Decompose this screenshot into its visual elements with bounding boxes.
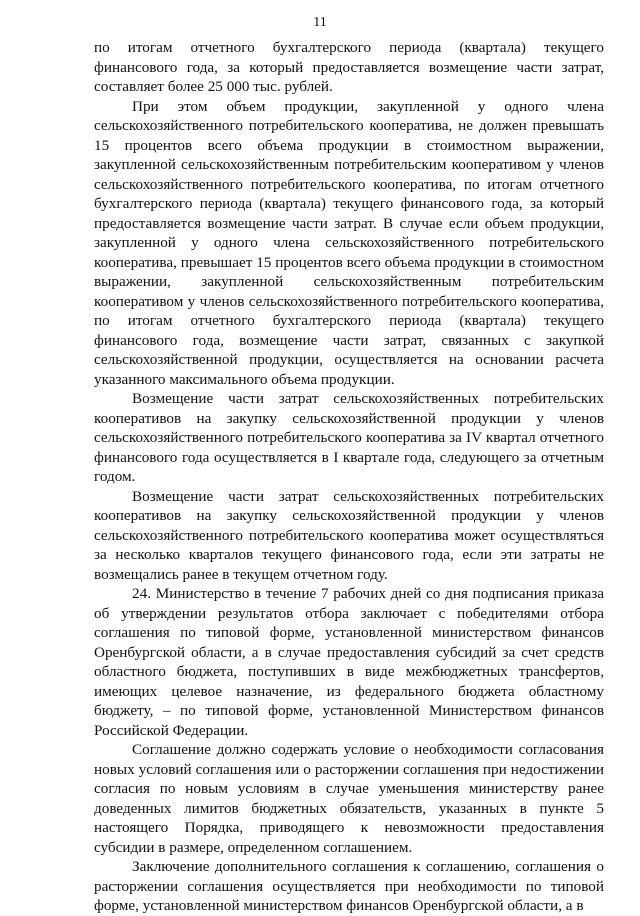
paragraph-continuation: по итогам отчетного бухгалтерского периода (квартала) текущего финансового года, за который предоставляется возмещение части затрат, составляет более 25 000 тыс. рублей.: [94, 39, 604, 95]
paragraph-item-24: 24. Министерство в течение 7 рабочих дней со дня подписания приказа об утверждении результатов отбора заключает с победителями отбора соглашения по типовой форме, установленной министерством финансов Оренбургской области, а в случае предоставления субсидий за счет средств областного бюджета, поступивших в виде межбюджетных трансфертов, имеющих целевое назначение, из федерального бюджета областному бюджету, – по типовой форме, установленной Министерством финансов Российской Федерации.: [94, 585, 604, 739]
paragraph-q4-reimbursement: Возмещение части затрат сельскохозяйственных потребительских кооперативов на закупку сельскохозяйственной продукции у членов сельскохозяйственного потребительского кооператива за IV квартал отчетного финансового года осуществляется в I квартале года, следующего за отчетным годом.: [94, 390, 604, 485]
paragraph-agreement-conditions: Соглашение должно содержать условие о необходимости согласования новых условий соглашения или о расторжении соглашения при недостижении согласия по новым условиям в случае уменьшения министерству ранее доведенных лимитов бюджетных обязательств, указанных в пункте 5 настоящего Порядка, приводящего к невозможности предоставления субсидии в размере, определенном соглашением.: [94, 741, 604, 856]
paragraph-multi-quarter-reimbursement: Возмещение части затрат сельскохозяйственных потребительских кооперативов на закупку сельскохозяйственной продукции у членов сельскохозяйственного потребительского кооператива может осуществляться за несколько кварталов текущего финансового года, если эти затраты не возмещались ранее в текущем отчетном году.: [94, 487, 604, 583]
paragraph-purchase-volume-limit: При этом объем продукции, закупленной у одного члена сельскохозяйственного потребительского кооператива, не должен превышать 15 процентов всего объема продукции в стоимостном выражении, закупленной сельскохозяйственным потребительским кооперативом у членов сельскохозяйственного потребительского кооператива, по итогам отчетного бухгалтерского периода (квартала) текущего финансового года, за который предоставляется возмещение части затрат. В случае если объем продукции, закупленной у одного члена сельскохозяйственного потребительского кооператива, превышает 15 процентов всего объема продукции в стоимостном выражении, закупленной сельскохозяйственным потребительским кооперативом у членов сельскохозяйственного потребительского кооператива, по итогам отчетного бухгалтерского периода (квартала) текущего финансового года, возмещение части затрат, связанных с закупкой сельскохозяйственной продукции, осуществляется на основании расчета указанного максимального объема продукции.: [94, 97, 604, 388]
page-number: 11: [313, 15, 327, 30]
paragraph-supplementary-agreement: Заключение дополнительного соглашения к соглашению, соглашения о расторжении соглашения осуществляется при необходимости по типовой форме, установленной министерством финансов Оренбургской области, а в: [94, 858, 604, 914]
document-body: [94, 38, 604, 916]
